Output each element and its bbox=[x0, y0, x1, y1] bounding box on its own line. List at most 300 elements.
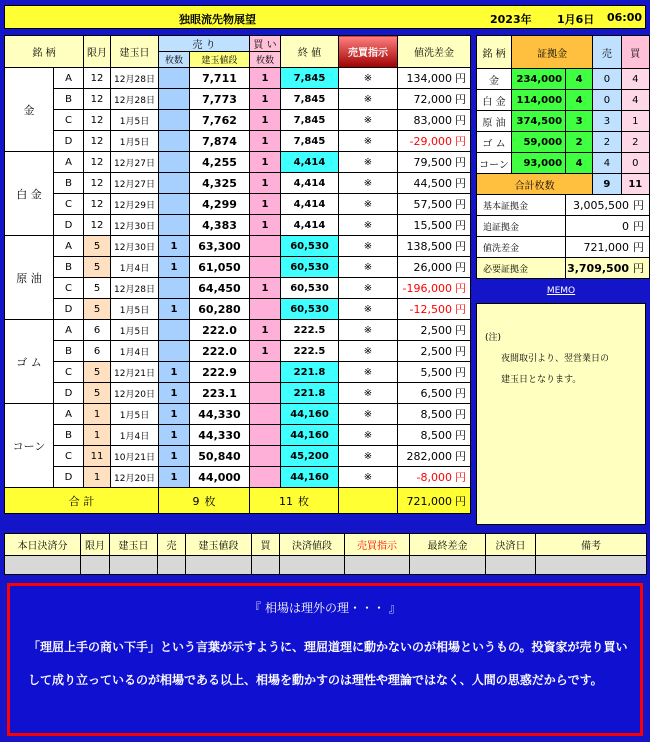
hist-header-signal: 売買指示 bbox=[345, 534, 410, 556]
close-price: 222.5 bbox=[281, 341, 339, 362]
nearai-diff-value: 2,500 bbox=[420, 345, 452, 358]
margin-table bbox=[476, 35, 650, 279]
memo-line-2: 夜間取引より、翌営業日の bbox=[501, 354, 610, 364]
position-row bbox=[5, 362, 471, 383]
contract-month: 5 bbox=[84, 383, 111, 404]
margin-count: 4 bbox=[566, 90, 593, 111]
hist-empty-row bbox=[5, 556, 647, 575]
contract-sub: A bbox=[54, 404, 84, 425]
margin-commodity: コーン bbox=[477, 153, 512, 174]
nearai-diff bbox=[398, 404, 471, 425]
signal-mark: ※ bbox=[339, 446, 398, 467]
header-price: 建玉値段 bbox=[190, 52, 250, 68]
buy-qty[interactable]: 1 bbox=[250, 215, 281, 236]
hist-cell[interactable] bbox=[410, 556, 486, 575]
header-baibai-shiji[interactable]: 売買指示 bbox=[339, 36, 398, 68]
margin-sum-buy: 11 bbox=[621, 174, 649, 195]
position-row bbox=[5, 68, 471, 89]
buy-qty[interactable]: 1 bbox=[250, 110, 281, 131]
nearai-diff-value: -29,000 bbox=[409, 135, 452, 148]
contract-month: 1 bbox=[84, 467, 111, 488]
nearai-diff-value: 8,500 bbox=[420, 408, 452, 421]
quote-box bbox=[7, 583, 643, 736]
close-price: 44,160 bbox=[281, 467, 339, 488]
margin-count: 4 bbox=[566, 153, 593, 174]
totals-blank bbox=[339, 488, 398, 514]
yen-unit: 円 bbox=[633, 199, 644, 212]
contract-month: 5 bbox=[84, 299, 111, 320]
entry-price[interactable]: 7,762 bbox=[190, 110, 250, 131]
commodity-name: 原 油 bbox=[5, 236, 54, 320]
yen-unit: 円 bbox=[455, 240, 466, 253]
yen-unit: 円 bbox=[455, 72, 466, 85]
yen-unit: 円 bbox=[455, 156, 466, 169]
nearai-diff bbox=[398, 194, 471, 215]
buy-qty[interactable]: 1 bbox=[250, 68, 281, 89]
hist-cell[interactable] bbox=[252, 556, 280, 575]
year-label: 2023年 bbox=[490, 13, 532, 26]
entry-price[interactable]: 44,330 bbox=[190, 425, 250, 446]
margin-amount: 59,000 bbox=[512, 132, 566, 153]
signal-mark: ※ bbox=[339, 299, 398, 320]
contract-month: 6 bbox=[84, 320, 111, 341]
nearai-diff-value: -12,500 bbox=[409, 303, 452, 316]
close-price: 4,414 bbox=[281, 194, 339, 215]
summary-value-num: 0 bbox=[622, 220, 629, 233]
hist-cell[interactable] bbox=[486, 556, 536, 575]
nearai-diff-value: 8,500 bbox=[420, 429, 452, 442]
contract-month: 12 bbox=[84, 152, 111, 173]
buy-qty[interactable] bbox=[250, 362, 281, 383]
sell-qty[interactable]: 1 bbox=[159, 299, 190, 320]
entry-price[interactable]: 4,255 bbox=[190, 152, 250, 173]
entry-price[interactable]: 222.0 bbox=[190, 341, 250, 362]
totals-sell-value: 9 bbox=[192, 494, 200, 508]
contract-sub: A bbox=[54, 320, 84, 341]
contract-sub: C bbox=[54, 362, 84, 383]
contract-month: 5 bbox=[84, 362, 111, 383]
sell-qty[interactable] bbox=[159, 278, 190, 299]
nearai-diff bbox=[398, 236, 471, 257]
buy-qty[interactable]: 1 bbox=[250, 320, 281, 341]
entry-date: 12月30日 bbox=[111, 236, 159, 257]
nearai-diff-value: 72,000 bbox=[413, 93, 452, 106]
margin-buy: 4 bbox=[621, 90, 649, 111]
close-price: 4,414 bbox=[281, 215, 339, 236]
nearai-diff bbox=[398, 446, 471, 467]
hist-cell[interactable] bbox=[110, 556, 158, 575]
totals-sell bbox=[159, 488, 250, 514]
contract-sub: B bbox=[54, 173, 84, 194]
hist-header-today: 本日決済分 bbox=[5, 534, 81, 556]
summary-label-hitsuyo: 必要証拠金 bbox=[477, 258, 566, 279]
yen-unit: 円 bbox=[455, 387, 466, 400]
buy-qty[interactable]: 1 bbox=[250, 194, 281, 215]
contract-sub: D bbox=[54, 467, 84, 488]
margin-buy: 4 bbox=[621, 69, 649, 90]
signal-mark: ※ bbox=[339, 341, 398, 362]
margin-count: 4 bbox=[566, 69, 593, 90]
nearai-diff-value: 5,500 bbox=[420, 366, 452, 379]
entry-date: 1月4日 bbox=[111, 257, 159, 278]
sell-qty[interactable]: 1 bbox=[159, 446, 190, 467]
memo-box bbox=[476, 303, 646, 525]
totals-sell-unit: 枚 bbox=[204, 494, 216, 508]
signal-mark: ※ bbox=[339, 152, 398, 173]
signal-mark: ※ bbox=[339, 425, 398, 446]
margin-header-sell: 売 bbox=[593, 36, 621, 69]
buy-qty[interactable]: 1 bbox=[250, 131, 281, 152]
hist-header-buy: 買 bbox=[252, 534, 280, 556]
contract-month: 1 bbox=[84, 404, 111, 425]
margin-row bbox=[477, 153, 650, 174]
hist-header-final-diff: 最終差金 bbox=[410, 534, 486, 556]
hist-header-settle-price: 決済値段 bbox=[280, 534, 345, 556]
nearai-diff bbox=[398, 341, 471, 362]
contract-month: 12 bbox=[84, 173, 111, 194]
nearai-diff bbox=[398, 299, 471, 320]
sell-qty[interactable] bbox=[159, 68, 190, 89]
entry-date: 12月20日 bbox=[111, 383, 159, 404]
header-meigara: 銘 柄 bbox=[5, 36, 84, 68]
margin-summary-row bbox=[477, 195, 650, 216]
sell-qty[interactable] bbox=[159, 341, 190, 362]
entry-price[interactable]: 44,000 bbox=[190, 467, 250, 488]
margin-row bbox=[477, 90, 650, 111]
contract-sub: C bbox=[54, 446, 84, 467]
yen-unit: 円 bbox=[455, 408, 466, 421]
summary-value-num: 721,000 bbox=[583, 241, 629, 254]
sell-qty[interactable]: 1 bbox=[159, 425, 190, 446]
close-price: 222.5 bbox=[281, 320, 339, 341]
summary-label-kihon: 基本証拠金 bbox=[477, 195, 566, 216]
commodity-name: コーン bbox=[5, 404, 54, 488]
position-row bbox=[5, 341, 471, 362]
close-price: 60,530 bbox=[281, 299, 339, 320]
close-price: 7,845 bbox=[281, 110, 339, 131]
margin-amount: 374,500 bbox=[512, 111, 566, 132]
header-gengetsu: 限月 bbox=[84, 36, 111, 68]
entry-date: 12月21日 bbox=[111, 362, 159, 383]
memo-line-1: (注) bbox=[485, 333, 502, 343]
close-price: 7,845 bbox=[281, 89, 339, 110]
nearai-diff-value: -8,000 bbox=[416, 471, 452, 484]
entry-price[interactable]: 4,299 bbox=[190, 194, 250, 215]
yen-unit: 円 bbox=[455, 366, 466, 379]
sell-qty[interactable] bbox=[159, 320, 190, 341]
sell-qty[interactable] bbox=[159, 110, 190, 131]
close-price: 4,414 bbox=[281, 152, 339, 173]
entry-date: 1月4日 bbox=[111, 425, 159, 446]
buy-qty[interactable] bbox=[250, 467, 281, 488]
sell-qty[interactable]: 1 bbox=[159, 362, 190, 383]
entry-price[interactable]: 222.9 bbox=[190, 362, 250, 383]
sell-qty[interactable]: 1 bbox=[159, 404, 190, 425]
entry-price[interactable]: 60,280 bbox=[190, 299, 250, 320]
sell-qty[interactable] bbox=[159, 173, 190, 194]
summary-value-num: 3,005,500 bbox=[573, 199, 629, 212]
hist-header-notes: 備考 bbox=[536, 534, 647, 556]
contract-month: 12 bbox=[84, 131, 111, 152]
close-price: 7,845 bbox=[281, 131, 339, 152]
entry-price[interactable]: 222.0 bbox=[190, 320, 250, 341]
summary-value-hitsuyo bbox=[566, 258, 650, 279]
margin-summary-row bbox=[477, 237, 650, 258]
yen-unit: 円 bbox=[455, 261, 466, 274]
position-row bbox=[5, 236, 471, 257]
entry-price[interactable]: 7,773 bbox=[190, 89, 250, 110]
signal-mark: ※ bbox=[339, 257, 398, 278]
contract-sub: A bbox=[54, 68, 84, 89]
summary-value-kihon bbox=[566, 195, 650, 216]
nearai-diff-value: 2,500 bbox=[420, 324, 452, 337]
margin-summary-row bbox=[477, 216, 650, 237]
summary-value-num: 3,709,500 bbox=[567, 262, 629, 275]
signal-mark: ※ bbox=[339, 236, 398, 257]
signal-mark: ※ bbox=[339, 68, 398, 89]
buy-qty[interactable]: 1 bbox=[250, 89, 281, 110]
memo-heading[interactable]: MEMO bbox=[546, 286, 576, 296]
entry-date: 12月27日 bbox=[111, 173, 159, 194]
nearai-diff-value: 138,500 bbox=[406, 240, 452, 253]
yen-unit: 円 bbox=[455, 345, 466, 358]
margin-sell: 4 bbox=[593, 153, 621, 174]
signal-mark: ※ bbox=[339, 131, 398, 152]
hist-header-sell: 売 bbox=[158, 534, 186, 556]
signal-mark: ※ bbox=[339, 173, 398, 194]
nearai-diff bbox=[398, 152, 471, 173]
hist-cell[interactable] bbox=[186, 556, 252, 575]
position-row bbox=[5, 131, 471, 152]
hist-cell[interactable] bbox=[5, 556, 81, 575]
buy-qty[interactable] bbox=[250, 236, 281, 257]
contract-sub: D bbox=[54, 215, 84, 236]
hist-cell[interactable] bbox=[158, 556, 186, 575]
entry-date: 12月28日 bbox=[111, 278, 159, 299]
close-price: 44,160 bbox=[281, 425, 339, 446]
entry-price[interactable]: 7,711 bbox=[190, 68, 250, 89]
contract-sub: B bbox=[54, 425, 84, 446]
entry-date: 1月5日 bbox=[111, 320, 159, 341]
nearai-diff bbox=[398, 131, 471, 152]
entry-price[interactable]: 4,383 bbox=[190, 215, 250, 236]
hist-header-price: 建玉値段 bbox=[186, 534, 252, 556]
buy-qty[interactable]: 1 bbox=[250, 278, 281, 299]
sell-qty[interactable] bbox=[159, 215, 190, 236]
entry-price[interactable]: 50,840 bbox=[190, 446, 250, 467]
contract-month: 5 bbox=[84, 236, 111, 257]
margin-sum-sell: 9 bbox=[593, 174, 621, 195]
header-tategyokubi: 建玉日 bbox=[111, 36, 159, 68]
entry-price[interactable]: 7,874 bbox=[190, 131, 250, 152]
yen-unit: 円 bbox=[455, 177, 466, 190]
margin-count: 3 bbox=[566, 111, 593, 132]
contract-sub: B bbox=[54, 341, 84, 362]
signal-mark: ※ bbox=[339, 89, 398, 110]
contract-month: 12 bbox=[84, 215, 111, 236]
buy-qty[interactable] bbox=[250, 383, 281, 404]
margin-summary-row bbox=[477, 258, 650, 279]
position-row bbox=[5, 215, 471, 236]
close-price: 221.8 bbox=[281, 383, 339, 404]
contract-sub: D bbox=[54, 383, 84, 404]
hist-cell[interactable] bbox=[81, 556, 110, 575]
app-title: 独眼流先物展望 bbox=[179, 13, 256, 26]
positions-table bbox=[4, 35, 471, 514]
sell-qty[interactable] bbox=[159, 89, 190, 110]
sell-qty[interactable] bbox=[159, 194, 190, 215]
buy-qty[interactable] bbox=[250, 299, 281, 320]
margin-commodity: 金 bbox=[477, 69, 512, 90]
yen-unit: 円 bbox=[633, 241, 644, 254]
nearai-diff bbox=[398, 173, 471, 194]
signal-mark: ※ bbox=[339, 467, 398, 488]
totals-buy bbox=[250, 488, 339, 514]
margin-amount: 114,000 bbox=[512, 90, 566, 111]
entry-price[interactable]: 61,050 bbox=[190, 257, 250, 278]
commodity-name: 白 金 bbox=[5, 152, 54, 236]
signal-mark: ※ bbox=[339, 215, 398, 236]
entry-price[interactable]: 64,450 bbox=[190, 278, 250, 299]
contract-month: 5 bbox=[84, 278, 111, 299]
margin-header-shokokin: 証拠金 bbox=[512, 36, 593, 69]
close-price: 221.8 bbox=[281, 362, 339, 383]
entry-date: 1月5日 bbox=[111, 110, 159, 131]
title-bar bbox=[4, 5, 646, 29]
nearai-diff-value: -196,000 bbox=[402, 282, 452, 295]
contract-month: 5 bbox=[84, 257, 111, 278]
summary-label-nearai: 値洗差金 bbox=[477, 237, 566, 258]
hist-header-settle-date: 決済日 bbox=[486, 534, 536, 556]
close-price: 60,530 bbox=[281, 278, 339, 299]
header-nearai-sagaku: 値洗差金 bbox=[398, 36, 471, 68]
nearai-diff bbox=[398, 68, 471, 89]
signal-mark: ※ bbox=[339, 404, 398, 425]
yen-unit: 円 bbox=[455, 450, 466, 463]
sell-qty[interactable] bbox=[159, 131, 190, 152]
buy-qty[interactable]: 1 bbox=[250, 341, 281, 362]
yen-unit: 円 bbox=[455, 219, 466, 232]
position-row bbox=[5, 278, 471, 299]
nearai-diff bbox=[398, 257, 471, 278]
sell-qty[interactable]: 1 bbox=[159, 236, 190, 257]
margin-sell: 0 bbox=[593, 90, 621, 111]
position-row bbox=[5, 173, 471, 194]
position-row bbox=[5, 299, 471, 320]
buy-qty[interactable] bbox=[250, 404, 281, 425]
margin-header-buy: 買 bbox=[621, 36, 649, 69]
signal-mark: ※ bbox=[339, 362, 398, 383]
hist-header-gengetsu: 限月 bbox=[81, 534, 110, 556]
nearai-diff-value: 83,000 bbox=[413, 114, 452, 127]
hist-cell[interactable] bbox=[345, 556, 410, 575]
position-row bbox=[5, 383, 471, 404]
contract-sub: C bbox=[54, 278, 84, 299]
entry-price[interactable]: 63,300 bbox=[190, 236, 250, 257]
header-sell-qty: 枚数 bbox=[159, 52, 190, 68]
nearai-diff-value: 6,500 bbox=[420, 387, 452, 400]
hist-cell[interactable] bbox=[280, 556, 345, 575]
quote-body: 「理屈上手の商い下手」という言葉が示すように、理屈道理に動かないのが相場というもの。投資家が売り買いして成り立っているのが相場である以上、相場を動かすのは理性や理論ではなく、人間の思惑だからです。 bbox=[28, 640, 628, 687]
summary-value-nearai bbox=[566, 237, 650, 258]
nearai-diff bbox=[398, 320, 471, 341]
entry-date: 12月28日 bbox=[111, 68, 159, 89]
contract-month: 12 bbox=[84, 194, 111, 215]
header-kai: 買 い bbox=[250, 36, 281, 52]
nearai-diff bbox=[398, 215, 471, 236]
entry-date: 12月30日 bbox=[111, 215, 159, 236]
yen-unit: 円 bbox=[633, 262, 644, 275]
header-buy-qty: 枚数 bbox=[250, 52, 281, 68]
close-price: 4,414 bbox=[281, 173, 339, 194]
entry-date: 12月29日 bbox=[111, 194, 159, 215]
totals-diff bbox=[398, 488, 471, 514]
position-row bbox=[5, 404, 471, 425]
nearai-diff-value: 282,000 bbox=[406, 450, 452, 463]
buy-qty[interactable]: 1 bbox=[250, 173, 281, 194]
nearai-diff-value: 15,500 bbox=[413, 219, 452, 232]
position-row bbox=[5, 425, 471, 446]
margin-amount: 234,000 bbox=[512, 69, 566, 90]
date-label: 1月6日 bbox=[557, 13, 595, 26]
yen-unit: 円 bbox=[455, 471, 466, 484]
buy-qty[interactable] bbox=[250, 446, 281, 467]
position-row bbox=[5, 89, 471, 110]
hist-cell[interactable] bbox=[536, 556, 647, 575]
signal-mark: ※ bbox=[339, 320, 398, 341]
position-row bbox=[5, 320, 471, 341]
totals-diff-value: 721,000 bbox=[406, 494, 452, 508]
entry-price[interactable]: 4,325 bbox=[190, 173, 250, 194]
sell-qty[interactable]: 1 bbox=[159, 467, 190, 488]
yen-unit: 円 bbox=[455, 114, 466, 127]
buy-qty[interactable] bbox=[250, 257, 281, 278]
contract-sub: D bbox=[54, 299, 84, 320]
position-row bbox=[5, 467, 471, 488]
margin-sum-row bbox=[477, 174, 650, 195]
contract-month: 11 bbox=[84, 446, 111, 467]
yen-unit: 円 bbox=[455, 303, 466, 316]
buy-qty[interactable] bbox=[250, 425, 281, 446]
commodity-name: 金 bbox=[5, 68, 54, 152]
yen-unit: 円 bbox=[455, 324, 466, 337]
contract-month: 12 bbox=[84, 89, 111, 110]
close-price: 45,200 bbox=[281, 446, 339, 467]
sell-qty[interactable]: 1 bbox=[159, 257, 190, 278]
margin-count: 2 bbox=[566, 132, 593, 153]
margin-sell: 3 bbox=[593, 111, 621, 132]
close-price: 44,160 bbox=[281, 404, 339, 425]
sell-qty[interactable] bbox=[159, 152, 190, 173]
sell-qty[interactable]: 1 bbox=[159, 383, 190, 404]
nearai-diff-value: 57,500 bbox=[413, 198, 452, 211]
entry-date: 1月4日 bbox=[111, 341, 159, 362]
yen-unit: 円 bbox=[455, 429, 466, 442]
header-uri: 売 り bbox=[159, 36, 250, 52]
nearai-diff-value: 26,000 bbox=[413, 261, 452, 274]
buy-qty[interactable]: 1 bbox=[250, 152, 281, 173]
entry-price[interactable]: 223.1 bbox=[190, 383, 250, 404]
margin-amount: 93,000 bbox=[512, 153, 566, 174]
entry-price[interactable]: 44,330 bbox=[190, 404, 250, 425]
totals-row bbox=[5, 488, 471, 514]
position-row bbox=[5, 446, 471, 467]
margin-sell: 0 bbox=[593, 69, 621, 90]
entry-date: 1月5日 bbox=[111, 404, 159, 425]
contract-sub: A bbox=[54, 152, 84, 173]
margin-row bbox=[477, 69, 650, 90]
contract-month: 12 bbox=[84, 68, 111, 89]
